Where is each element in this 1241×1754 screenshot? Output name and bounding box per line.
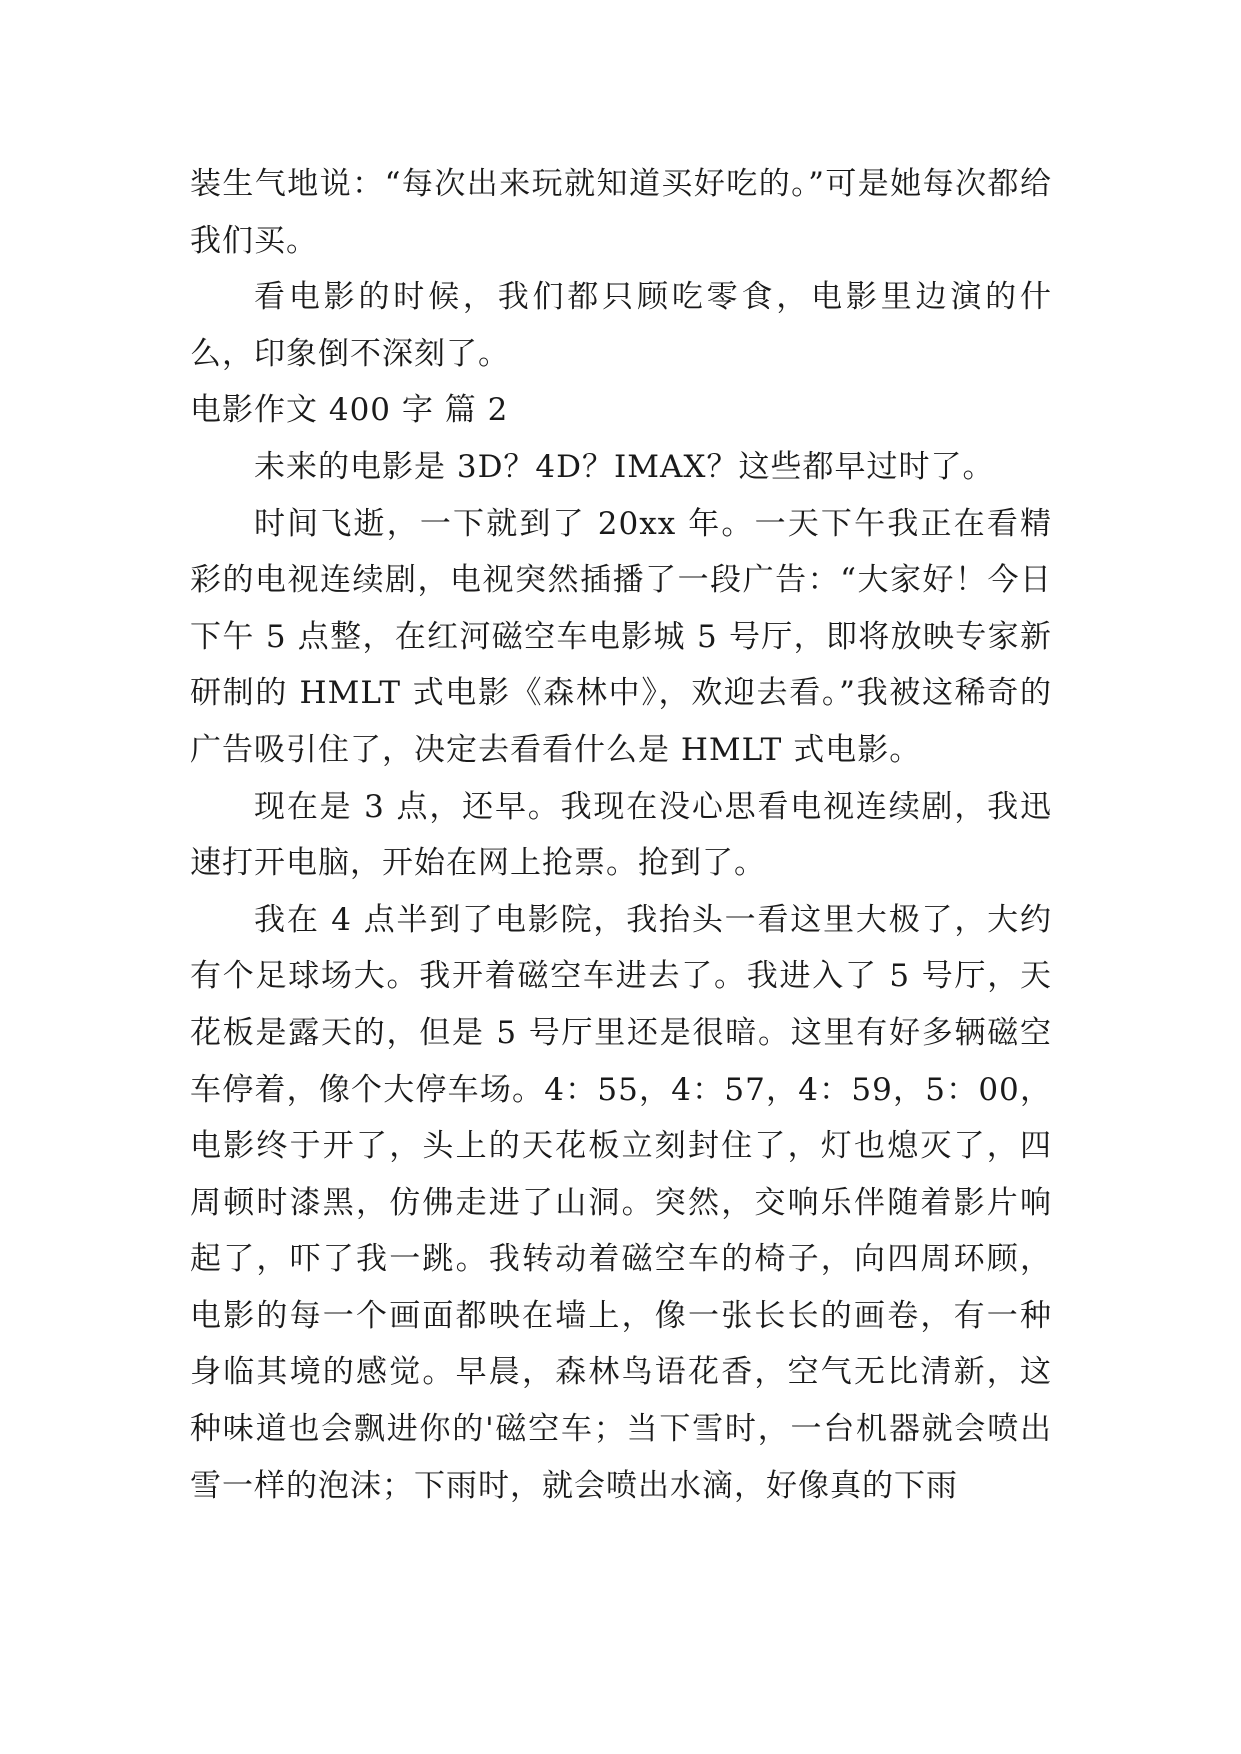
paragraph-cinema-experience: 我在 4 点半到了电影院，我抬头一看这里大极了，大约有个足球场大。我开着磁空车进去了。我进入了 5 号厅，天花板是露天的，但是 5 号厅里还是很暗。这里有好多辆磁空车停着，像个大停车场。4：55，4：57，4：59，5：00，电影终于开了，头上的天花板立刻封住了，灯也熄灭了，四周顿时漆黑，仿佛走进了山洞。突然，交响乐伴随着影片响起了，吓了我一跳。我转动着磁空车的椅子，向四周环顾，电影的每一个画面都映在墙上，像一张长长的画卷，有一种身临其境的感觉。早晨，森林鸟语花香，空气无比清新，这种味道也会飘进你的'磁空车；当下雪时，一台机器就会喷出雪一样的泡沫；下雨时，就会喷出水滴，好像真的下雨: [190, 901, 1052, 1504]
document-page: [190, 156, 1052, 1514]
paragraph-advertisement: 时间飞逝，一下就到了 20xx 年。一天下午我正在看精彩的电视连续剧，电视突然插播了一段广告：“大家好！今日下午 5 点整，在红河磁空车电影城 5 号厅，即将放映专家新研制的 HMLT 式电影《森林中》，欢迎去看。”我被这稀奇的广告吸引住了，决定去看看什么是 HMLT 式电影。: [190, 505, 1052, 768]
paragraph-future-movies: 未来的电影是 3D？4D？IMAX？这些都早过时了。: [254, 448, 995, 485]
paragraph-movie-snacks: 看电影的时候，我们都只顾吃零食，电影里边演的什么，印象倒不深刻了。: [190, 279, 1052, 372]
paragraph-ticket: 现在是 3 点，还早。我现在没心思看电视连续剧，我迅速打开电脑，开始在网上抢票。抢到了。: [190, 788, 1052, 882]
paragraph-continued: 装生气地说：“每次出来玩就知道买好吃的。”可是她每次都给我们买。: [190, 166, 1052, 259]
essay-heading: 电影作文 400 字 篇 2: [190, 392, 509, 429]
